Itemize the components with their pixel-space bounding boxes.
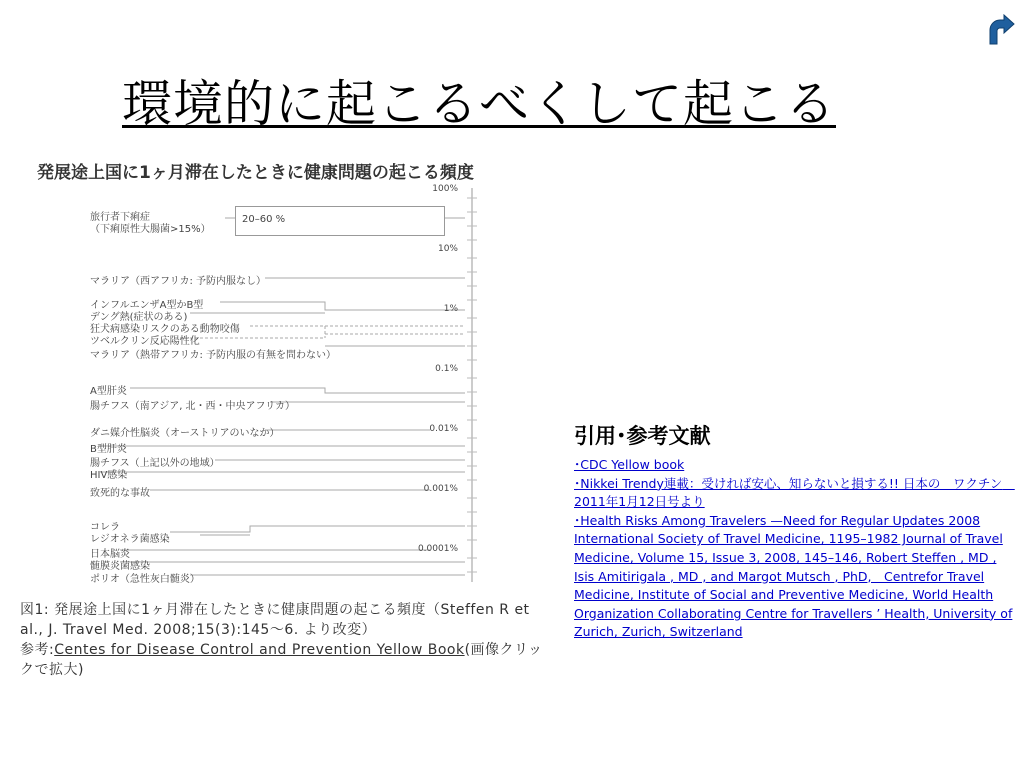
risk-label: ポリオ（急性灰白髄炎） bbox=[90, 574, 200, 585]
risk-label: インフルエンザA型かB型 bbox=[90, 300, 204, 311]
slide-title: 環境的に起こるべくして起こる bbox=[122, 75, 836, 133]
scale-label: 0.0001% bbox=[417, 544, 458, 554]
scale-label: 0.01% bbox=[429, 424, 458, 434]
caption-source bbox=[20, 640, 550, 680]
risk-label: B型肝炎 bbox=[90, 444, 127, 455]
scale-label: 10% bbox=[437, 244, 458, 254]
risk-label: コレラ bbox=[90, 522, 120, 533]
scale-label: 0.001% bbox=[423, 484, 458, 494]
risk-label: ダニ媒介性脳炎（オーストリアのいなか） bbox=[90, 428, 280, 439]
risk-label: 髄膜炎菌感染 bbox=[90, 561, 150, 572]
yellow-book-link[interactable]: Centes for Disease Control and Prevention Yellow Book bbox=[54, 642, 465, 658]
risk-label: デング熱(症状のある) bbox=[90, 312, 188, 323]
scale-label: 1% bbox=[443, 304, 458, 314]
references-heading: 引用･参考文献 bbox=[574, 424, 711, 448]
risk-label: レジオネラ菌感染 bbox=[90, 534, 170, 545]
reference-link-steffen[interactable]: ･Health Risks Among Travelers —Need for Regular Updates 2008 International Society of Travel Medicine, 1195–1982 Journal of Travel Medicine, Volume 15, Issue 3, 2008, 145–146, Robert Steffen , MD , Isis Amitirigala , MD , and Margot Mutsch , PhD, Centrefor Travel Medicine, Institute of Social and Preventive Medicine, World Health Organization Collaborating Centre for Travellers ’ Health, University of Zurich, Zurich, Switzerland bbox=[574, 512, 1013, 640]
caption-prefix: 参考: bbox=[20, 642, 55, 658]
risk-label: マラリア（熱帯アフリカ: 予防内服の有無を問わない） bbox=[90, 350, 337, 361]
risk-label: 腸チフス（南アジア, 北・西・中央アフリカ） bbox=[90, 401, 296, 412]
return-arrow-icon[interactable] bbox=[984, 14, 1016, 46]
risk-label: 旅行者下痢症 bbox=[90, 212, 150, 223]
risk-label: 狂犬病感染リスクのある動物咬傷 bbox=[90, 324, 240, 335]
reference-link-nikkei[interactable]: ･Nikkei Trendy連載：受ければ安心、知らないと損する!! 日本の ワクチン 2011年1月12日号より bbox=[574, 475, 1015, 510]
figure-title: 発展途上国に1ヶ月滞在したときに健康問題の起こる頻度 bbox=[37, 163, 474, 183]
caption-suffix: (画像クリックで拡大) bbox=[20, 642, 543, 678]
reference-link-cdc[interactable]: ･CDC Yellow book bbox=[574, 457, 685, 472]
figure-caption bbox=[20, 600, 550, 680]
scale-label: 0.1% bbox=[435, 364, 458, 374]
range-label: 20–60 % bbox=[242, 214, 286, 225]
risk-label: ツベルクリン反応陽性化 bbox=[90, 336, 200, 347]
risk-label: HIV感染 bbox=[90, 470, 128, 481]
risk-label: マラリア（西アフリカ: 予防内服なし） bbox=[90, 276, 267, 287]
risk-label: （下痢原性大腸菌>15%） bbox=[90, 224, 211, 235]
risk-label: A型肝炎 bbox=[90, 386, 127, 397]
caption-text: 図1: 発展途上国に1ヶ月滞在したときに健康問題の起こる頻度（Steffen R et al., J. Travel Med. 2008;15(3):145〜6. より改変） bbox=[20, 602, 530, 638]
risk-figure-image[interactable] bbox=[20, 150, 550, 690]
risk-label: 日本脳炎 bbox=[90, 549, 130, 560]
references-panel bbox=[574, 420, 1014, 642]
risk-label: 致死的な事故 bbox=[90, 488, 150, 499]
risk-label: 腸チフス（上記以外の地域） bbox=[90, 458, 220, 469]
scale-label: 100% bbox=[432, 184, 458, 194]
